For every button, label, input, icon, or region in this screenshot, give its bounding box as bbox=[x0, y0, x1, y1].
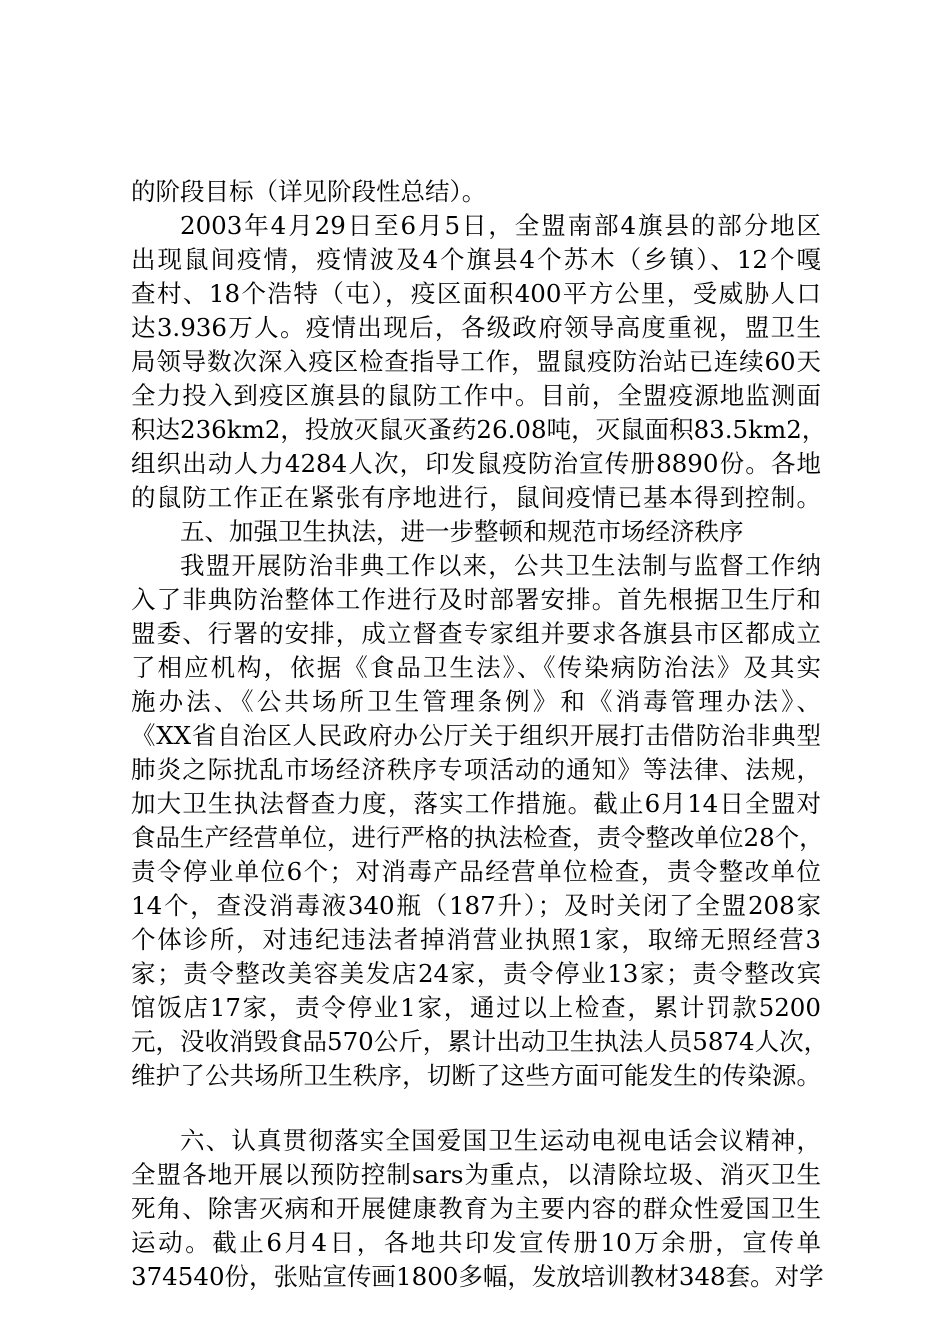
text-line: 死角、除害灭病和开展健康教育为主要内容的群众性爱国卫生 bbox=[131, 1194, 821, 1223]
text-line: 局领导数次深入疫区检查指导工作，盟鼠疫防治站已连续60天 bbox=[131, 347, 821, 376]
text-line: 查村、18个浩特（屯），疫区面积400平方公里，受威胁人口 bbox=[131, 279, 821, 308]
text-line: 家；责令整改美容美发店24家，责令停业13家；责令整改宾 bbox=[131, 959, 821, 988]
text-line: 元，没收消毁食品570公斤，累计出动卫生执法人员5874人次， bbox=[131, 1027, 829, 1056]
text-line: 组织出动人力4284人次，印发鼠疫防治宣传册8890份。各地 bbox=[131, 449, 821, 478]
text-line: 运动。截止6月4日，各地共印发宣传册10万余册，宣传单 bbox=[131, 1228, 821, 1257]
section-heading: 六、认真贯彻落实全国爱国卫生运动电视电话会议精神， bbox=[180, 1126, 821, 1155]
text-line: 了相应机构，依据《食品卫生法》、《传染病防治法》及其实 bbox=[131, 653, 821, 682]
text-line: 馆饭店17家，责令停业1家，通过以上检查，累计罚款5200 bbox=[131, 993, 821, 1022]
text-line: 我盟开展防治非典工作以来，公共卫生法制与监督工作纳 bbox=[180, 551, 821, 580]
text-line: 374540份，张贴宣传画1800多幅，发放培训教材348套。对学 bbox=[131, 1262, 824, 1291]
text-line: 食品生产经营单位，进行严格的执法检查，责令整改单位28个， bbox=[131, 823, 824, 852]
text-line: 全力投入到疫区旗县的鼠防工作中。目前，全盟疫源地监测面 bbox=[131, 381, 821, 410]
text-line: 的阶段目标（详见阶段性总结）。 bbox=[131, 177, 487, 206]
text-line: 盟委、行署的安排，成立督查专家组并要求各旗县市区都成立 bbox=[131, 619, 821, 648]
text-line: 入了非典防治整体工作进行及时部署安排。首先根据卫生厅和 bbox=[131, 585, 821, 614]
text-line: 维护了公共场所卫生秩序，切断了这些方面可能发生的传染源。 bbox=[131, 1061, 821, 1090]
text-line: 施办法、《公共场所卫生管理条例》和《消毒管理办法》、 bbox=[131, 687, 821, 716]
text-line: 14个，查没消毒液340瓶（187升）；及时关闭了全盟208家 bbox=[131, 891, 821, 920]
section-heading: 五、加强卫生执法，进一步整顿和规范市场经济秩序 bbox=[180, 517, 744, 546]
text-line: 达3.936万人。疫情出现后，各级政府领导高度重视，盟卫生 bbox=[131, 313, 821, 342]
text-line: 个体诊所，对违纪违法者掉消营业执照1家，取缔无照经营3 bbox=[131, 925, 821, 954]
text-line: 肺炎之际扰乱市场经济秩序专项活动的通知》等法律、法规， bbox=[131, 755, 821, 784]
text-line: 《XX省自治区人民政府办公厅关于组织开展打击借防治非典型 bbox=[131, 721, 821, 750]
text-line: 的鼠防工作正在紧张有序地进行，鼠间疫情已基本得到控制。 bbox=[131, 483, 821, 512]
text-line: 积达236km2，投放灭鼠灭蚤药26.08吨，灭鼠面积83.5km2， bbox=[131, 415, 827, 444]
text-line: 出现鼠间疫情，疫情波及4个旗县4个苏木（乡镇）、12个嘎 bbox=[131, 245, 821, 274]
text-line: 加大卫生执法督查力度，落实工作措施。截止6月14日全盟对 bbox=[131, 789, 821, 818]
text-line: 责令停业单位6个；对消毒产品经营单位检查，责令整改单位 bbox=[131, 857, 821, 886]
text-line: 2003年4月29日至6月5日，全盟南部4旗县的部分地区 bbox=[180, 211, 821, 240]
text-line: 全盟各地开展以预防控制sars为重点，以清除垃圾、消灭卫生 bbox=[131, 1160, 821, 1189]
